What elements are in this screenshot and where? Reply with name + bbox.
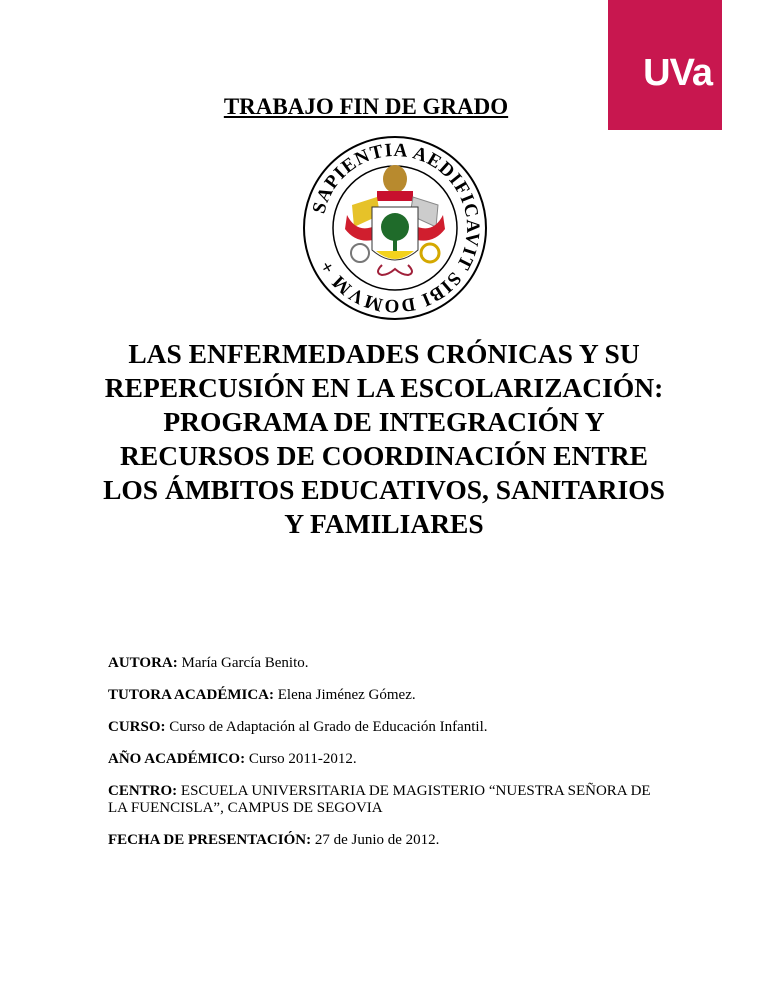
center-field <box>108 783 668 817</box>
title-line: REPERCUSIÓN EN LA ESCOLARIZACIÓN: <box>104 372 664 403</box>
field-value: Curso de Adaptación al Grado de Educación Infantil. <box>165 719 488 735</box>
title-line: Y FAMILIARES <box>284 508 484 539</box>
author-field <box>108 655 668 672</box>
field-label: CENTRO: <box>108 783 178 799</box>
logo-text: UVa <box>643 52 712 94</box>
field-label: FECHA DE PRESENTACIÓN: <box>108 832 312 848</box>
title-line: PROGRAMA DE INTEGRACIÓN Y <box>163 406 605 437</box>
title-line: LAS ENFERMEDADES CRÓNICAS Y SU <box>128 338 640 369</box>
title-line: RECURSOS DE COORDINACIÓN ENTRE <box>120 440 648 471</box>
tutor-field <box>108 687 668 704</box>
field-value: Elena Jiménez Gómez. <box>274 687 416 703</box>
field-label: AÑO ACADÉMICO: <box>108 751 246 767</box>
document-type-heading: TRABAJO FIN DE GRADO <box>223 94 509 119</box>
field-label: TUTORA ACADÉMICA: <box>108 687 274 703</box>
field-value: María García Benito. <box>177 655 309 671</box>
academic-year-field <box>108 751 668 768</box>
thesis-details <box>108 655 668 864</box>
svg-text:SAPIENTIA AEDIFICAVIT SIBI DOM: SAPIENTIA AEDIFICAVIT SIBI DOMVM + <box>308 139 484 317</box>
field-value: ESCUELA UNIVERSITARIA DE MAGISTERIO “NUESTRA SEÑORA DE LA FUENCISLA”, CAMPUS DE SEGOVIA <box>108 783 651 816</box>
field-value: Curso 2011-2012. <box>245 751 357 767</box>
course-field <box>108 719 668 736</box>
field-value: 27 de Junio de 2012. <box>311 832 440 848</box>
title-line: LOS ÁMBITOS EDUCATIVOS, SANITARIOS <box>103 474 665 505</box>
university-seal-icon <box>302 135 488 321</box>
thesis-title <box>0 337 768 541</box>
field-label: AUTORA: <box>108 655 178 671</box>
presentation-date-field <box>108 832 668 849</box>
field-label: CURSO: <box>108 719 166 735</box>
